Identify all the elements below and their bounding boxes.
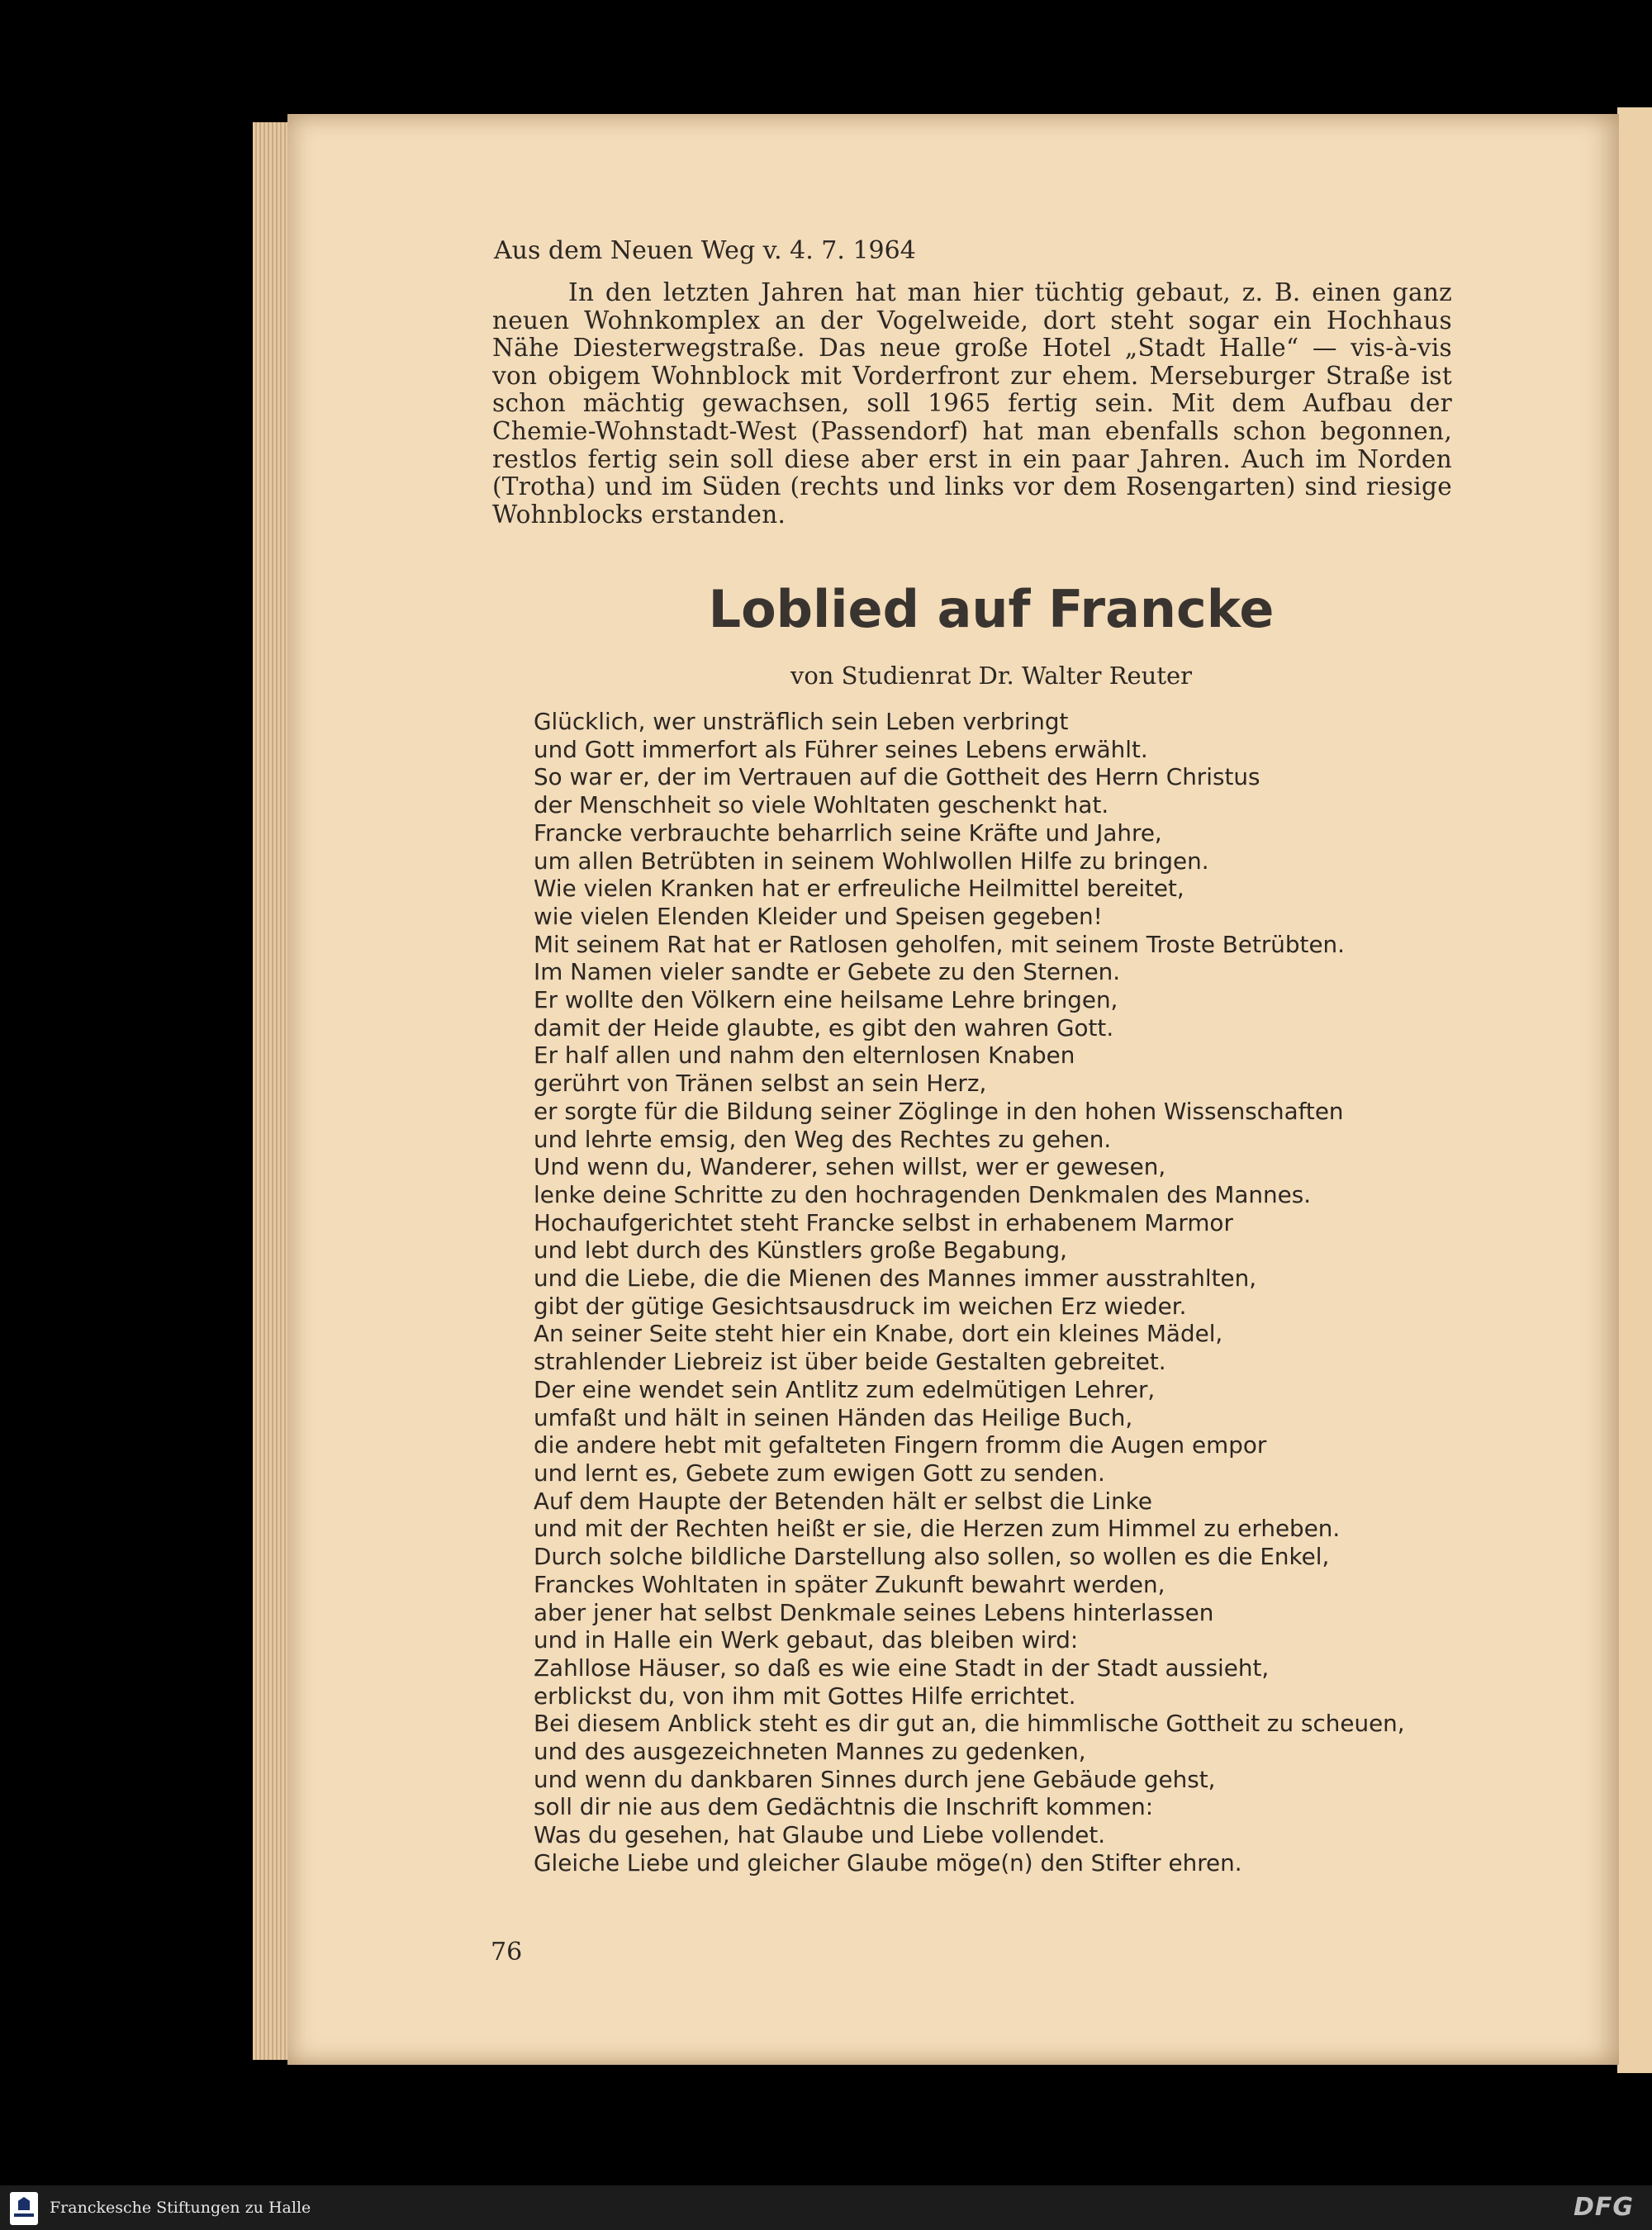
poem-line: Bei diesem Anblick steht es dir gut an, die himmlische Gottheit zu scheuen,: [534, 1710, 1405, 1738]
poem-line: So war er, der im Vertrauen auf die Gottheit des Herrn Christus: [534, 763, 1260, 791]
poem-line: Durch solche bildliche Darstellung also sollen, so wollen es die Enkel,: [534, 1543, 1330, 1571]
poem-line: und lehrte emsig, den Weg des Rechtes zu gehen.: [534, 1125, 1112, 1153]
poem-title: Loblied auf Francke: [708, 579, 1275, 639]
poem-body: [534, 708, 1558, 1877]
intro-paragraph: In den letzten Jahren hat man hier tüchtig gebaut, z. B. einen ganz neuen Wohnkomplex an der Vogelweide, dort steht sogar ein Hochhaus Nähe Diesterwegstraße. Das neue große Hotel „Stadt Halle“ — vis-à-vis von obigem Wohnblock mit Vorderfront zur ehem. Merseburger Straße ist schon mächtig gewachsen, soll 1965 fertig sein. Mit dem Aufbau der Chemie-Wohnstadt-West (Passendorf) hat man ebenfalls schon begonnen, restlos fertig sein soll diese aber erst in ein paar Jahren. Auch im Norden (Trotha) und im Süden (rechts und links vor dem Rosengarten) sind riesige Wohnblocks erstanden.: [492, 278, 1452, 529]
poem-line: Hochaufgerichtet steht Francke selbst in erhabenem Marmor: [534, 1208, 1233, 1236]
poem-line: und lernt es, Gebete zum ewigen Gott zu senden.: [534, 1459, 1105, 1487]
poem-line: und in Halle ein Werk gebaut, das bleiben wird:: [534, 1626, 1079, 1654]
poem-line: damit der Heide glaubte, es gibt den wahren Gott.: [534, 1013, 1114, 1041]
viewer-footer: [0, 2185, 1652, 2230]
poem-line: Mit seinem Rat hat er Ratlosen geholfen, mit seinem Troste Betrübten.: [534, 930, 1345, 958]
poem-line: Er wollte den Völkern eine heilsame Lehre bringen,: [534, 986, 1118, 1014]
poem-line: lenke deine Schritte zu den hochragenden Denkmalen des Mannes.: [534, 1180, 1312, 1208]
poem-line: Gleiche Liebe und gleicher Glaube möge(n) den Stifter ehren.: [534, 1848, 1242, 1877]
poem-line: Und wenn du, Wanderer, sehen willst, wer er gewesen,: [534, 1153, 1166, 1181]
poem-line: gibt der gütige Gesichtsausdruck im weichen Erz wieder.: [534, 1292, 1187, 1320]
poem-line: umfaßt und hält in seinen Händen das Heilige Buch,: [534, 1403, 1133, 1431]
poem-line: An seiner Seite steht hier ein Knabe, dort ein kleines Mädel,: [534, 1320, 1223, 1348]
book-page-edges: [253, 122, 289, 2060]
poem-line: Zahllose Häuser, so daß es wie eine Stadt in der Stadt aussieht,: [534, 1654, 1270, 1682]
poem-line: und wenn du dankbaren Sinnes durch jene Gebäude gehst,: [534, 1765, 1216, 1793]
poem-line: und lebt durch des Künstlers große Begabung,: [534, 1236, 1067, 1264]
poem-line: Er half allen und nahm den elternlosen Knaben: [534, 1041, 1075, 1070]
source-caption: Aus dem Neuen Weg v. 4. 7. 1964: [494, 236, 916, 265]
poem-line: Auf dem Haupte der Betenden hält er selbst die Linke: [534, 1487, 1152, 1515]
poem-line: wie vielen Elenden Kleider und Speisen gegeben!: [534, 902, 1103, 930]
poem-line: Wie vielen Kranken hat er erfreuliche Heilmittel bereitet,: [534, 875, 1184, 903]
poem-line: aber jener hat selbst Denkmale seines Lebens hinterlassen: [534, 1598, 1214, 1626]
poem-line: der Menschheit so viele Wohltaten geschenkt hat.: [534, 791, 1109, 819]
poem-line: er sorgte für die Bildung seiner Zöglinge in den hohen Wissenschaften: [534, 1097, 1344, 1125]
institution-link[interactable]: Franckesche Stiftungen zu Halle: [50, 2199, 311, 2217]
poem-line: und mit der Rechten heißt er sie, die Herzen zum Himmel zu erheben.: [534, 1515, 1341, 1543]
poem-line: soll dir nie aus dem Gedächtnis die Inschrift kommen:: [534, 1793, 1154, 1821]
poem-line: um allen Betrübten in seinem Wohlwollen Hilfe zu bringen.: [534, 847, 1209, 875]
poem-line: Der eine wendet sein Antlitz zum edelmütigen Lehrer,: [534, 1375, 1156, 1403]
dfg-logo[interactable]: DFG: [1573, 2193, 1634, 2222]
poem-line: strahlender Liebreiz ist über beide Gestalten gebreitet.: [534, 1348, 1166, 1376]
poem-line: die andere hebt mit gefalteten Fingern fromm die Augen empor: [534, 1431, 1267, 1459]
poem-line: Im Namen vieler sandte er Gebete zu den Sternen.: [534, 958, 1121, 986]
franckesche-stiftungen-logo-icon[interactable]: [10, 2192, 38, 2225]
poem-line: erblickst du, von ihm mit Gottes Hilfe errichtet.: [534, 1682, 1076, 1710]
page-number: 76: [491, 1938, 523, 1967]
poem-line: Was du gesehen, hat Glaube und Liebe vollendet.: [534, 1821, 1106, 1849]
poem-line: und Gott immerfort als Führer seines Lebens erwählt.: [534, 735, 1148, 763]
poem-line: Franckes Wohltaten in später Zukunft bewahrt werden,: [534, 1570, 1165, 1598]
poem-line: gerührt von Tränen selbst an sein Herz,: [534, 1070, 987, 1098]
poem-line: Francke verbrauchte beharrlich seine Kräfte und Jahre,: [534, 818, 1162, 847]
poem-line: Glücklich, wer unsträflich sein Leben verbringt: [534, 708, 1069, 735]
poem-byline: von Studienrat Dr. Walter Reuter: [790, 662, 1193, 690]
poem-line: und des ausgezeichneten Mannes zu gedenken,: [534, 1738, 1086, 1766]
poem-line: und die Liebe, die die Mienen des Mannes immer ausstrahlten,: [534, 1264, 1257, 1293]
facing-page-edge: [1617, 107, 1652, 2073]
